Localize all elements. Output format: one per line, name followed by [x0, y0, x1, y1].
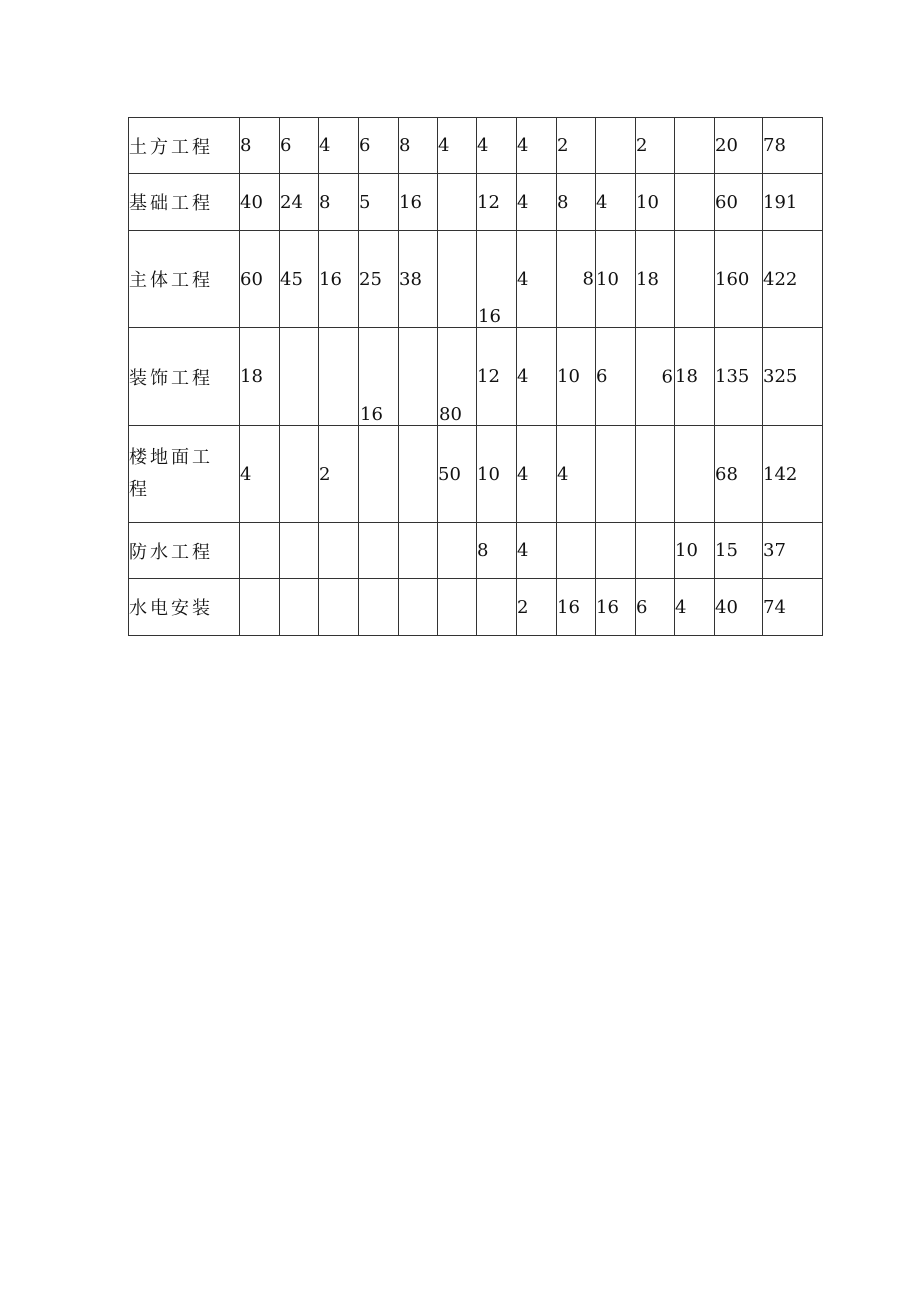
- table-row: [129, 426, 823, 523]
- cell-value: 4: [319, 135, 331, 156]
- cell-value: 422: [763, 268, 798, 290]
- table-cell: [517, 118, 557, 174]
- table-cell: [280, 579, 319, 636]
- table-cell: [517, 426, 557, 523]
- table-cell: [477, 328, 517, 426]
- cell-value: 12: [477, 191, 500, 213]
- table-row: [129, 523, 823, 579]
- labor-schedule-table: [128, 117, 823, 636]
- table-cell: [675, 174, 715, 231]
- table-cell: [438, 426, 477, 523]
- table-cell: [280, 523, 319, 579]
- table-cell: [399, 328, 438, 426]
- table-cell: [359, 174, 399, 231]
- table-row: [129, 118, 823, 174]
- table-cell: [477, 231, 517, 328]
- table-cell: [636, 523, 675, 579]
- table-cell: [675, 118, 715, 174]
- cell-value: 8: [319, 191, 331, 213]
- table-cell: [715, 426, 763, 523]
- row-label: 水电安装: [129, 579, 240, 636]
- table-cell: [675, 328, 715, 426]
- table-cell: [438, 174, 477, 231]
- table-cell: [359, 328, 399, 426]
- table-cell: [319, 426, 359, 523]
- table-cell: [477, 174, 517, 231]
- cell-value: 68: [715, 463, 738, 485]
- table-cell: [636, 328, 675, 426]
- cell-value: 10: [477, 463, 500, 485]
- cell-value: 16: [478, 306, 501, 327]
- table-cell: [359, 118, 399, 174]
- table-row: [129, 231, 823, 328]
- row-label: 防水工程: [129, 523, 240, 579]
- row-total-cell: [763, 523, 823, 579]
- table-cell: [280, 118, 319, 174]
- cell-value: 10: [675, 540, 698, 561]
- table-cell: [715, 231, 763, 328]
- table-cell: [557, 174, 596, 231]
- cell-value: 78: [763, 135, 786, 156]
- cell-value: 4: [438, 135, 450, 156]
- cell-value: 60: [715, 191, 738, 213]
- row-total-cell: [763, 328, 823, 426]
- cell-value: 80: [439, 404, 462, 425]
- table-cell: [438, 118, 477, 174]
- cell-value: 4: [517, 191, 529, 213]
- table-cell: [438, 328, 477, 426]
- cell-value: 4: [517, 268, 529, 290]
- table-cell: [240, 426, 280, 523]
- cell-value: 50: [438, 463, 461, 485]
- table-cell: [240, 231, 280, 328]
- table-cell: [319, 328, 359, 426]
- table-cell: [517, 579, 557, 636]
- table-cell: [636, 426, 675, 523]
- cell-value: 16: [319, 268, 342, 290]
- cell-value: 160: [715, 268, 750, 290]
- table-cell: [636, 174, 675, 231]
- table-cell: [477, 523, 517, 579]
- cell-value: 5: [359, 191, 371, 213]
- table-cell: [319, 174, 359, 231]
- row-total-cell: [763, 426, 823, 523]
- cell-value: 2: [319, 463, 331, 485]
- table-cell: [399, 523, 438, 579]
- cell-value: 10: [557, 366, 580, 387]
- cell-value: 18: [636, 268, 659, 290]
- table-cell: [596, 579, 636, 636]
- cell-value: 191: [763, 191, 798, 213]
- cell-value: 45: [280, 268, 303, 290]
- table-cell: [557, 231, 596, 328]
- table-cell: [240, 174, 280, 231]
- cell-value: 4: [477, 135, 489, 156]
- row-label: [129, 426, 240, 523]
- cell-value: 6: [636, 596, 648, 618]
- cell-value: 12: [477, 366, 500, 387]
- table-cell: [675, 523, 715, 579]
- table-cell: [280, 426, 319, 523]
- table-cell: [240, 328, 280, 426]
- cell-value: 16: [596, 596, 619, 618]
- cell-value: 135: [715, 366, 750, 387]
- table-cell: [319, 231, 359, 328]
- cell-value: 6: [359, 135, 371, 156]
- table-cell: [240, 118, 280, 174]
- cell-value: 4: [517, 540, 529, 561]
- cell-value: 2: [636, 135, 648, 156]
- table-cell: [319, 523, 359, 579]
- cell-value: 6: [596, 366, 608, 387]
- table-cell: [280, 231, 319, 328]
- cell-value: 60: [240, 268, 263, 290]
- table-cell: [477, 579, 517, 636]
- table-cell: [596, 231, 636, 328]
- table-cell: [438, 231, 477, 328]
- cell-value: 37: [763, 540, 786, 561]
- table-cell: [596, 118, 636, 174]
- cell-value: 8: [240, 135, 252, 156]
- cell-value: 4: [517, 463, 529, 485]
- row-label: 主体工程: [129, 231, 240, 328]
- table-cell: [636, 118, 675, 174]
- table-cell: [399, 579, 438, 636]
- cell-value: 16: [557, 596, 580, 618]
- cell-value: 8: [399, 135, 411, 156]
- cell-value: 4: [517, 135, 529, 156]
- table-cell: [636, 579, 675, 636]
- cell-value: 6: [280, 135, 292, 156]
- cell-value: 16: [399, 191, 422, 213]
- cell-value: 6: [661, 366, 673, 387]
- cell-value: 10: [636, 191, 659, 213]
- table-cell: [319, 118, 359, 174]
- cell-value: 15: [715, 540, 738, 561]
- table-cell: [240, 523, 280, 579]
- table-cell: [359, 579, 399, 636]
- table-cell: [596, 328, 636, 426]
- row-total-cell: [763, 231, 823, 328]
- table-cell: [280, 328, 319, 426]
- cell-value: 4: [517, 366, 529, 387]
- table-cell: [715, 174, 763, 231]
- table-cell: [438, 523, 477, 579]
- row-total-cell: [763, 174, 823, 231]
- row-label: 装饰工程: [129, 328, 240, 426]
- cell-value: 4: [675, 596, 687, 618]
- table-cell: [477, 426, 517, 523]
- cell-value: 2: [517, 596, 529, 618]
- cell-value: 40: [715, 596, 738, 618]
- table-cell: [240, 579, 280, 636]
- cell-value: 10: [596, 268, 619, 290]
- cell-value: 74: [763, 596, 786, 618]
- table-cell: [557, 328, 596, 426]
- table-cell: [399, 426, 438, 523]
- cell-value: 4: [240, 463, 252, 485]
- row-total-cell: [763, 579, 823, 636]
- cell-value: 8: [557, 191, 569, 213]
- cell-value: 8: [477, 540, 489, 561]
- table-cell: [399, 231, 438, 328]
- table-cell: [280, 174, 319, 231]
- table-row: [129, 328, 823, 426]
- table-cell: [438, 579, 477, 636]
- cell-value: 16: [360, 404, 383, 425]
- cell-value: 4: [557, 463, 569, 485]
- table-cell: [715, 328, 763, 426]
- table-cell: [596, 174, 636, 231]
- table-row: [129, 174, 823, 231]
- table-cell: [715, 118, 763, 174]
- cell-value: 40: [240, 191, 263, 213]
- table-cell: [477, 118, 517, 174]
- table-cell: [715, 523, 763, 579]
- table-cell: [715, 579, 763, 636]
- row-label: 土方工程: [129, 118, 240, 174]
- cell-value: 18: [675, 366, 698, 387]
- table-cell: [359, 231, 399, 328]
- table-cell: [557, 579, 596, 636]
- table-cell: [399, 118, 438, 174]
- cell-value: 142: [763, 463, 798, 485]
- table-cell: [596, 426, 636, 523]
- row-label-text: 楼地面工程: [129, 447, 213, 500]
- cell-value: 24: [280, 191, 303, 213]
- table-cell: [557, 426, 596, 523]
- row-label: 基础工程: [129, 174, 240, 231]
- table-cell: [675, 426, 715, 523]
- table-cell: [399, 174, 438, 231]
- cell-value: 18: [240, 366, 263, 387]
- cell-value: 2: [557, 135, 569, 156]
- cell-value: 25: [359, 268, 382, 290]
- table-cell: [675, 231, 715, 328]
- table-cell: [359, 426, 399, 523]
- cell-value: 325: [763, 366, 798, 387]
- cell-value: 20: [715, 135, 738, 156]
- table-cell: [517, 231, 557, 328]
- table-cell: [557, 523, 596, 579]
- cell-value: 4: [596, 191, 608, 213]
- table-cell: [517, 523, 557, 579]
- table-cell: [596, 523, 636, 579]
- table-row: [129, 579, 823, 636]
- table-cell: [517, 174, 557, 231]
- table-cell: [675, 579, 715, 636]
- table-cell: [636, 231, 675, 328]
- table-cell: [557, 118, 596, 174]
- table-cell: [319, 579, 359, 636]
- row-total-cell: [763, 118, 823, 174]
- cell-value: 8: [582, 268, 594, 290]
- table-cell: [359, 523, 399, 579]
- table-cell: [517, 328, 557, 426]
- cell-value: 38: [399, 268, 422, 290]
